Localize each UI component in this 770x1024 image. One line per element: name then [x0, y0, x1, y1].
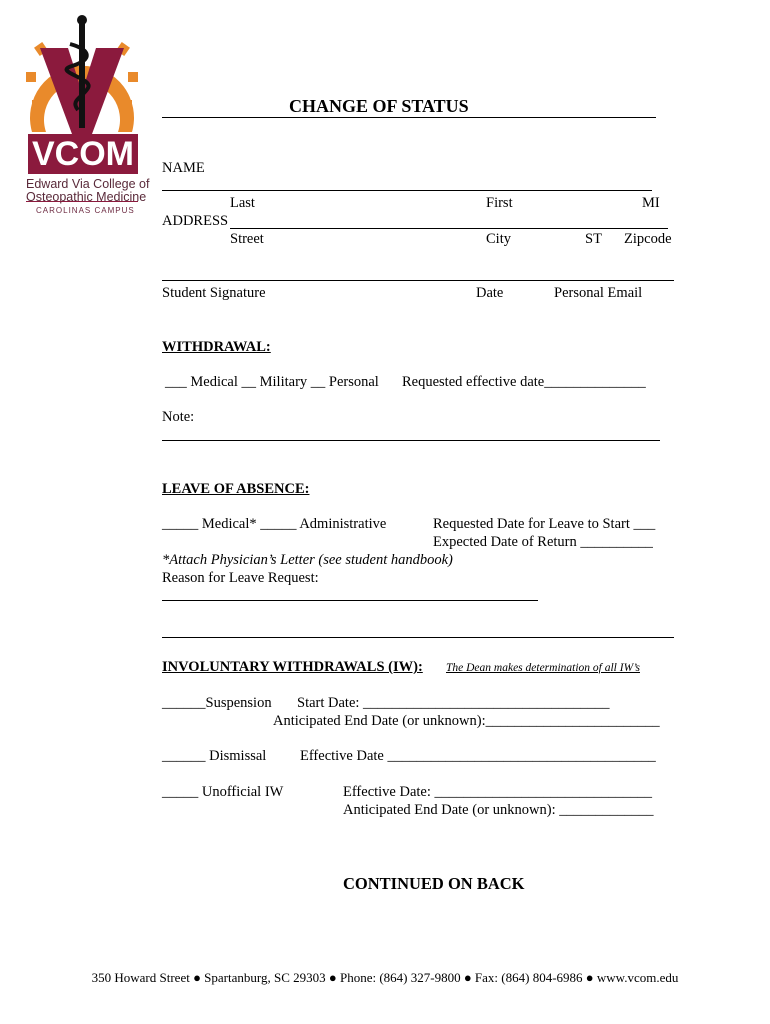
email-caption: Personal Email: [554, 285, 643, 301]
vcom-logo: [22, 14, 150, 215]
address-city-caption: City: [486, 231, 511, 247]
withdrawal-heading: WITHDRAWAL:: [162, 339, 271, 355]
address-label: ADDRESS: [162, 213, 229, 229]
signature-field-line[interactable]: [162, 280, 674, 281]
leave-options[interactable]: _____ Medical* _____ Administrative: [162, 516, 387, 532]
leave-reason-line-2[interactable]: [162, 637, 674, 638]
involuntary-note: The Dean makes determination of all IW’s: [446, 662, 640, 674]
withdrawal-note-line[interactable]: [162, 440, 660, 441]
name-mi-caption: MI: [642, 195, 660, 211]
involuntary-heading: INVOLUNTARY WITHDRAWALS (IW):: [162, 659, 423, 675]
iw-suspension-option[interactable]: ______Suspension: [162, 695, 272, 711]
leave-attach-note: *Attach Physician’s Letter (see student handbook): [162, 552, 453, 568]
continued-on-back: CONTINUED ON BACK: [343, 874, 525, 893]
date-caption: Date: [476, 285, 504, 301]
leave-reason-label: Reason for Leave Request:: [162, 570, 319, 586]
footer-contact: 350 Howard Street ● Spartanburg, SC 29303 ● Phone: (864) 327-9800 ● Fax: (864) 804-6986 ● www.vcom.edu: [91, 970, 679, 985]
name-last-caption: Last: [230, 195, 255, 211]
address-street-caption: Street: [230, 231, 264, 247]
logo-emblem-icon: [22, 14, 142, 139]
name-field-line[interactable]: [162, 190, 652, 191]
iw-unofficial-option[interactable]: _____ Unofficial IW: [162, 784, 284, 800]
page-title: CHANGE OF STATUS: [289, 96, 469, 116]
iw-unofficial-end-date[interactable]: Anticipated End Date (or unknown): _____________: [343, 802, 654, 818]
address-zip-caption: Zipcode: [624, 231, 672, 247]
logo-college-line2: Osteopathic Medicine: [26, 190, 147, 204]
logo-letters: VCOM: [32, 135, 134, 173]
iw-dismissal-option[interactable]: ______ Dismissal: [162, 748, 267, 764]
logo-college-line1: Edward Via College of: [26, 177, 150, 191]
withdrawal-options[interactable]: ___ Medical __ Military __ Personal: [165, 374, 379, 390]
logo-campus: CAROLINAS CAMPUS: [36, 206, 135, 215]
withdrawal-effective-date[interactable]: Requested effective date______________: [402, 374, 646, 390]
name-label: NAME: [162, 160, 205, 176]
address-field-line[interactable]: [230, 228, 668, 229]
leave-reason-line-1[interactable]: [162, 600, 538, 601]
leave-heading: LEAVE OF ABSENCE:: [162, 481, 310, 497]
withdrawal-note-label: Note:: [162, 409, 195, 425]
leave-return-date[interactable]: Expected Date of Return __________: [433, 534, 653, 550]
name-first-caption: First: [486, 195, 513, 211]
iw-dismissal-effective-date[interactable]: Effective Date _____________________________________: [300, 748, 656, 764]
iw-unofficial-effective-date[interactable]: Effective Date: ______________________________: [343, 784, 653, 800]
title-underline: [162, 117, 656, 118]
address-state-caption: ST: [585, 231, 602, 247]
iw-suspension-start-date[interactable]: Start Date: __________________________________: [297, 695, 610, 711]
leave-start-date[interactable]: Requested Date for Leave to Start ___: [433, 516, 656, 532]
logo-divider: [26, 201, 138, 202]
signature-caption: Student Signature: [162, 285, 266, 301]
iw-suspension-end-date[interactable]: Anticipated End Date (or unknown):________________________: [273, 713, 660, 729]
